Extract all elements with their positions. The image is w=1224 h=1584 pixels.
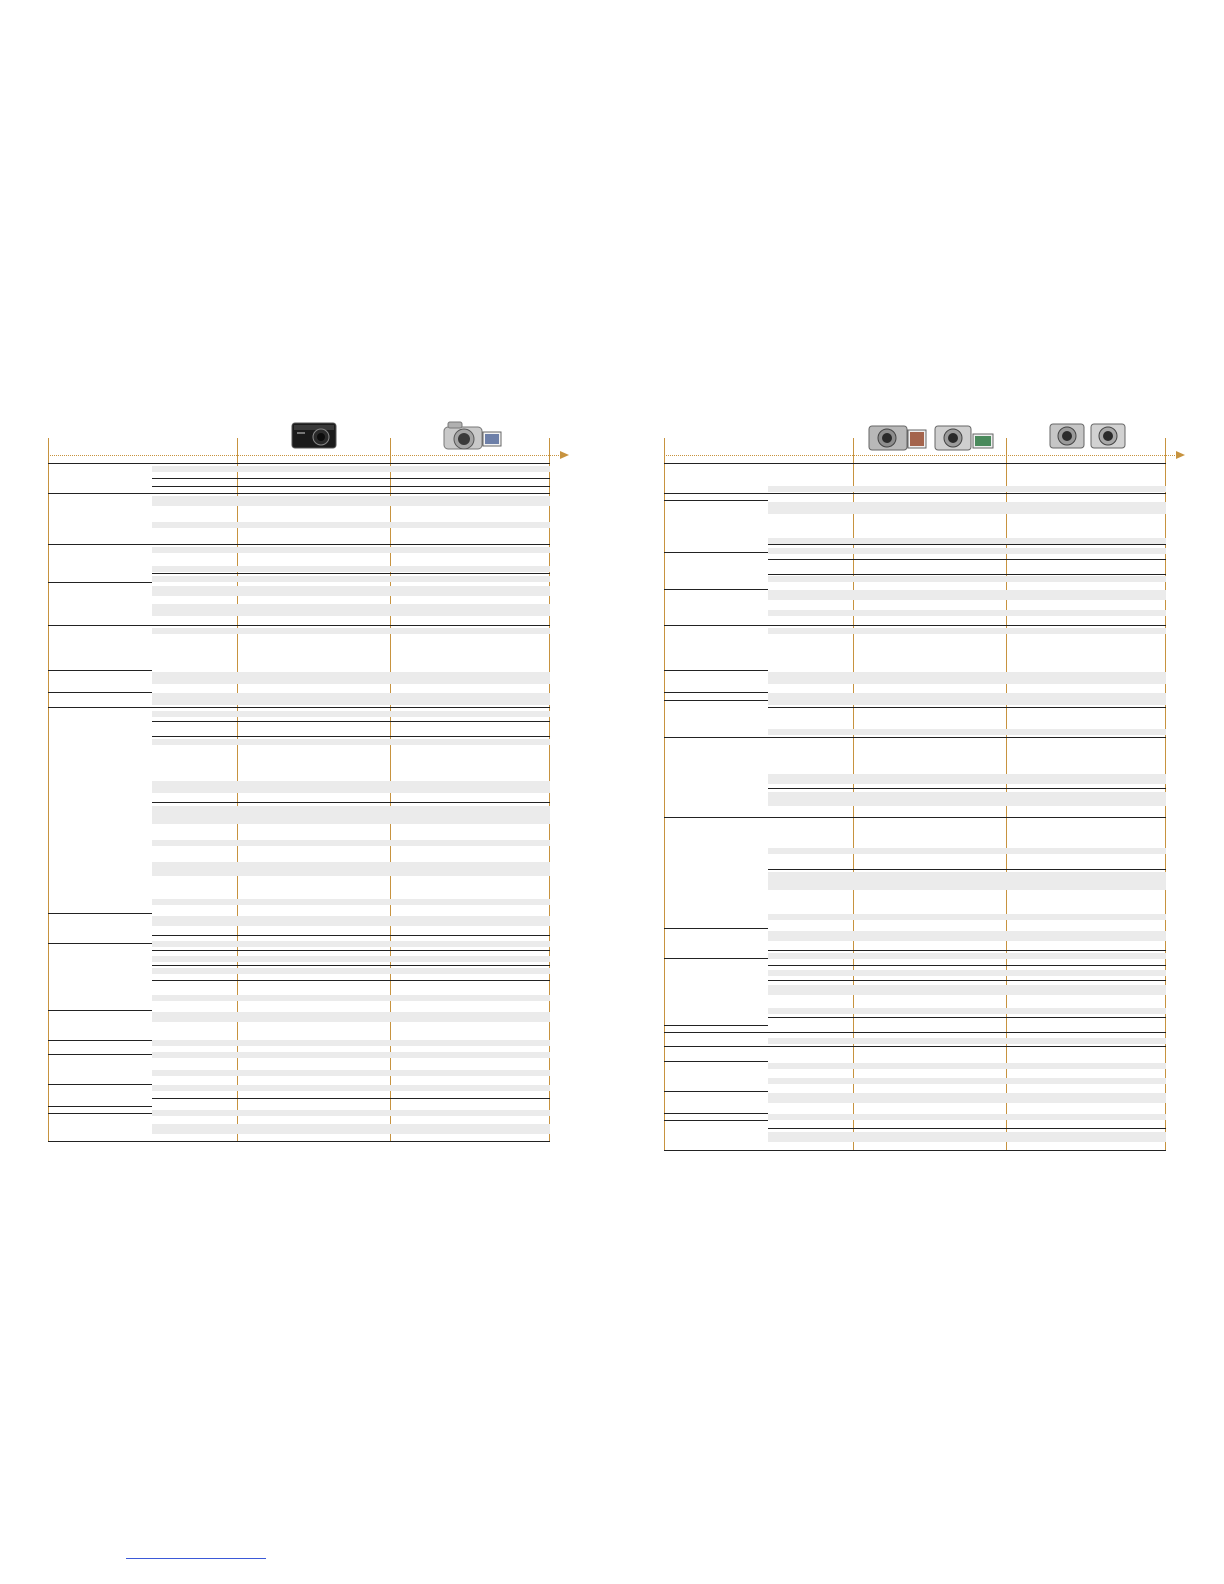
hyperlink-underline[interactable] bbox=[126, 1558, 266, 1559]
superzoom-silver-camera-icon bbox=[442, 420, 504, 452]
compact-silver-camera-alt-icon bbox=[1090, 420, 1126, 450]
compact-silver-camera-icon bbox=[1049, 420, 1085, 450]
silver-camera-with-flip-screen-icon bbox=[933, 420, 995, 452]
silver-camera-with-swivel-screen-icon bbox=[867, 420, 929, 452]
compact-black-camera-icon bbox=[291, 420, 337, 450]
